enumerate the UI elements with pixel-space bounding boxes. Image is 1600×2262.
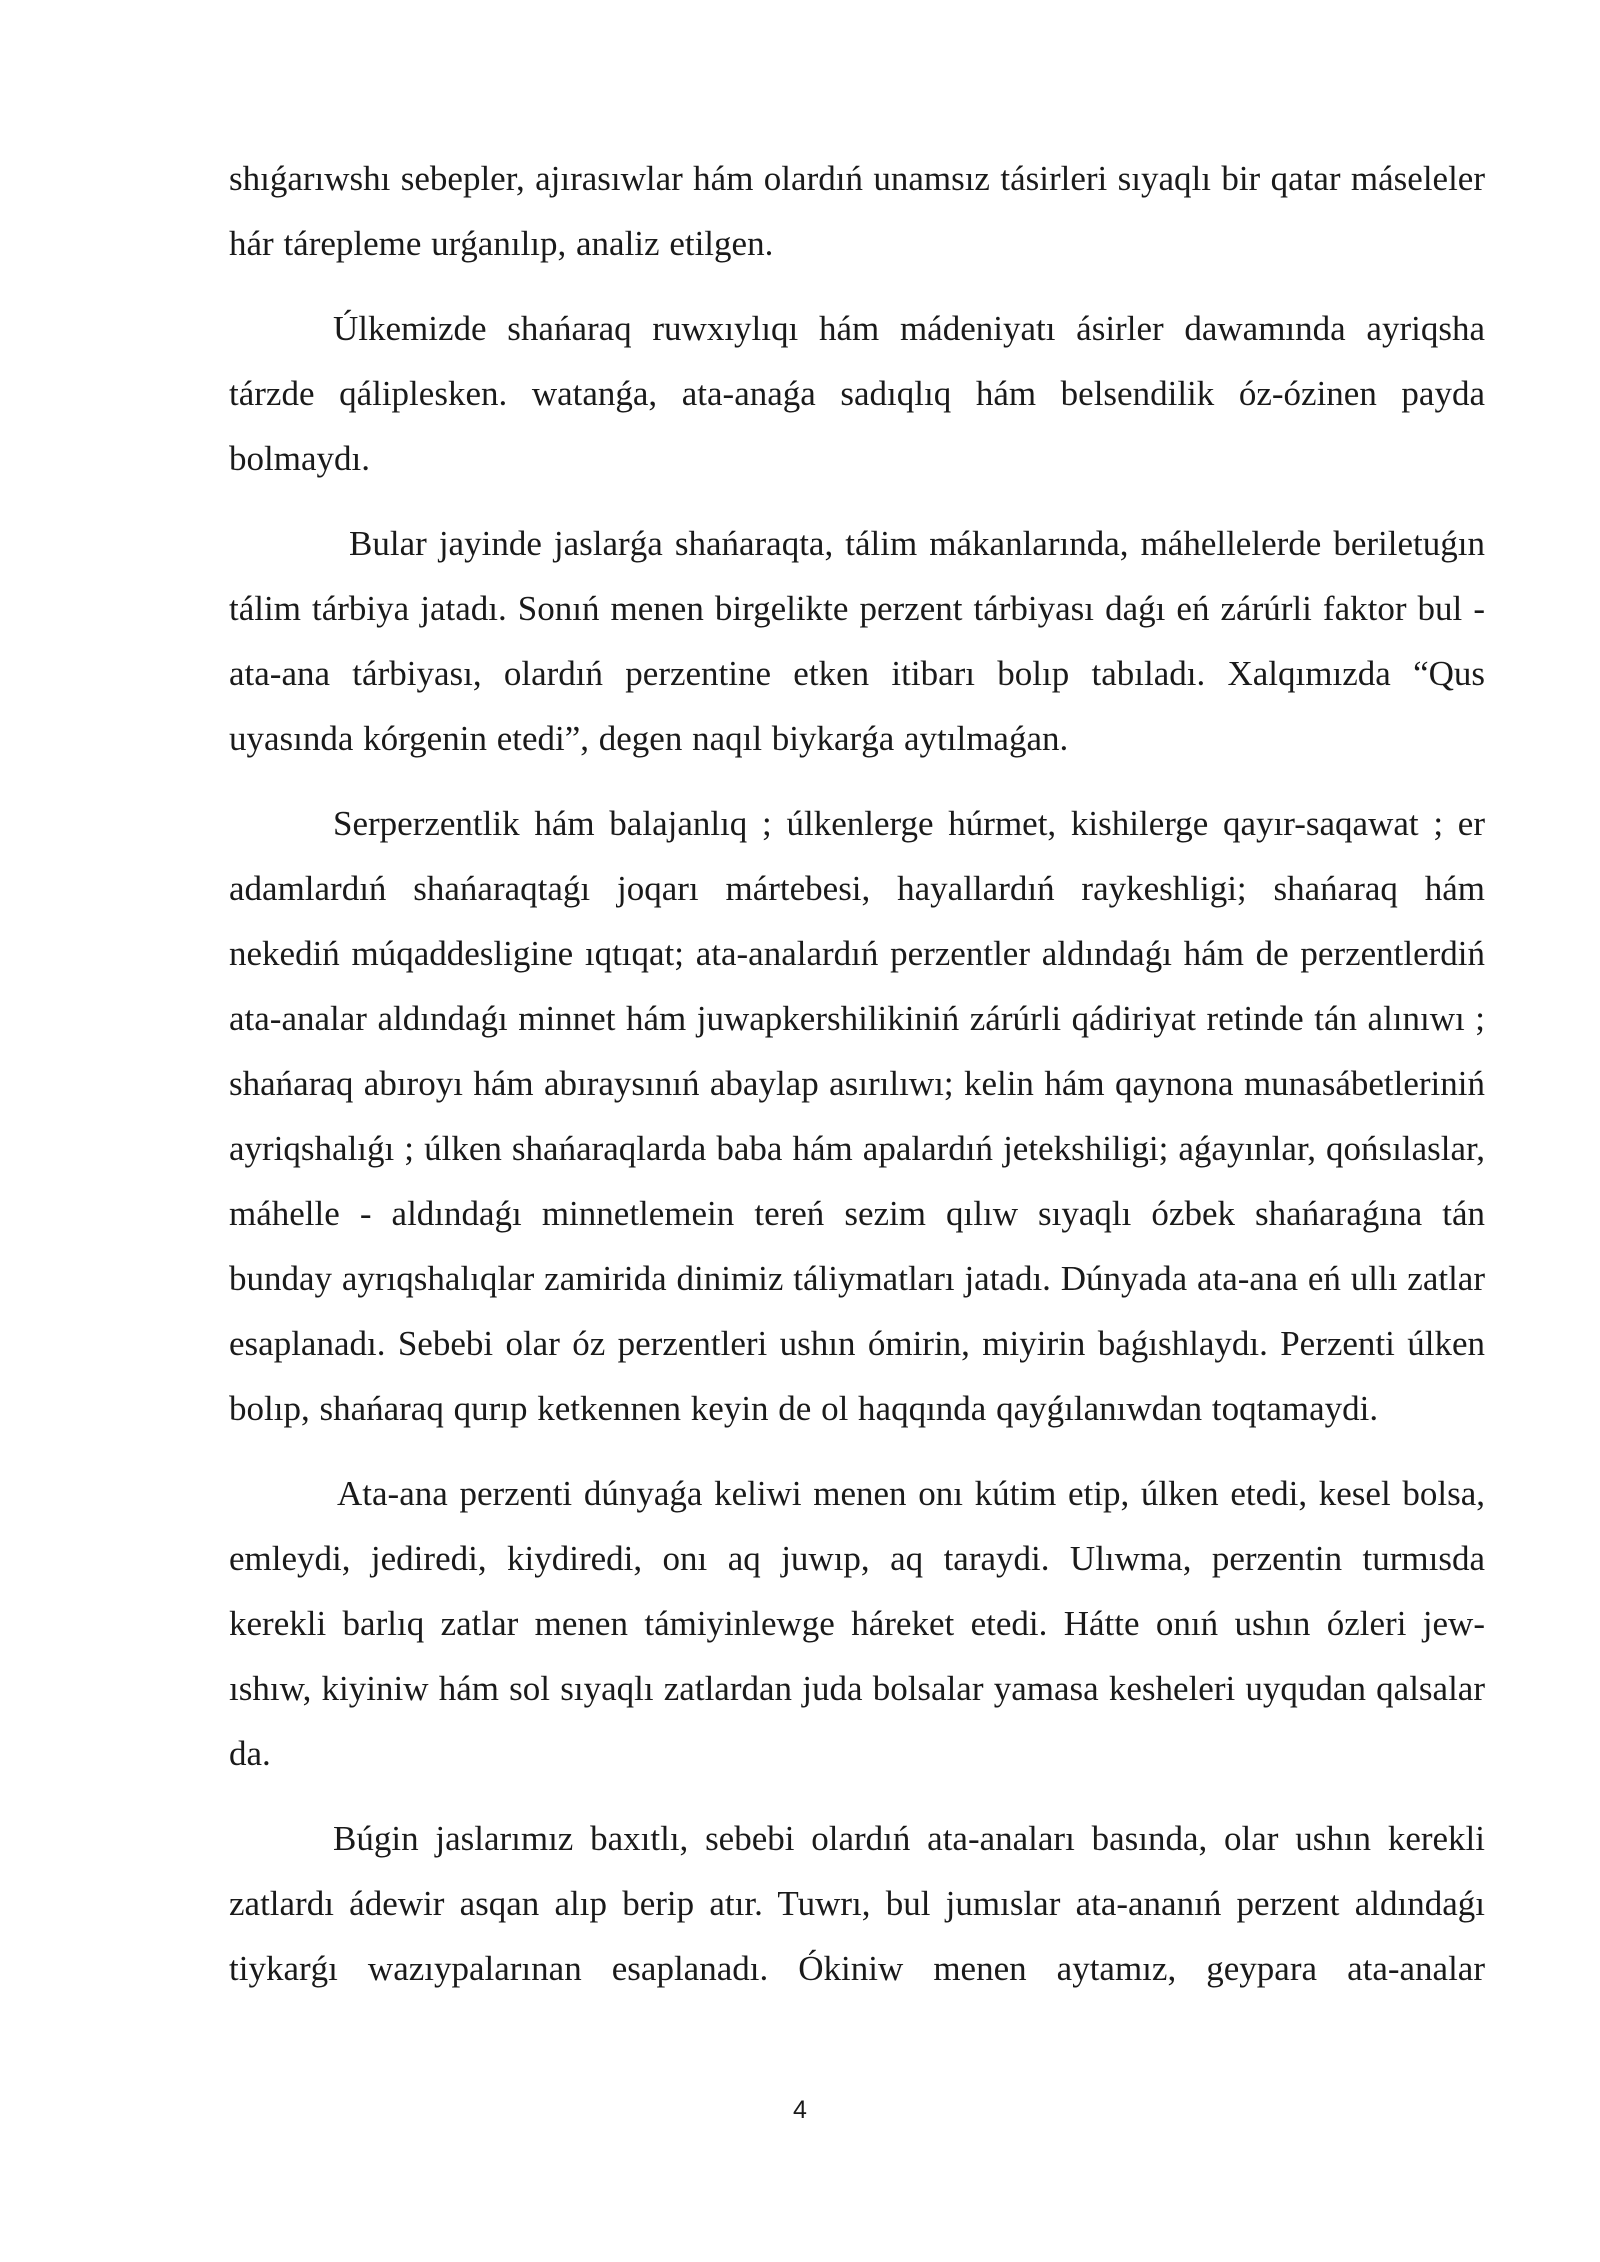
page-number: 4 [793,2096,807,2124]
paragraph-2: Úlkemizde shańaraq ruwxıylıqı hám mádeniyatı ásirler dawamında ayriqsha tárzde qáliplesken. watanǵa, ata-anaǵa sadıqlıq hám belsendilik óz-ózinen payda bolmaydı. [229,309,1485,478]
paragraph-5: Ata-ana perzenti dúnyaǵa keliwi menen onı kútim etip, úlken etedi, kesel bolsa, emleydi, jediredi, kiydiredi, onı aq juwıp, aq taraydi. Ulıwma, perzentin turmısda kerekli barlıq zatlar menen támiyinlewge háreket etedi. Hátte onıń ushın ózleri jew-ıshıw, kiyiniw hám sol sıyaqlı zatlardan juda bolsalar yamasa kesheleri uyqudan qalsalar da. [229,1474,1485,1773]
body-text [229,146,1485,2001]
paragraph-4: Serperzentlik hám balajanlıq ; úlkenlerge húrmet, kishilerge qayır-saqawat ; er adamlardıń shańaraqtaǵı joqarı mártebesi, hayallardıń raykeshligi; shańaraq hám nekediń múqaddesligine ıqtıqat; ata-analardıń perzentler aldındaǵı hám de perzentlerdiń ata-analar aldındaǵı minnet hám juwapkershilikiniń zárúrli qádiriyat retinde tán alınıwı ; shańaraq abıroyı hám abıraysınıń abaylap asırılıwı; kelin hám qaynona munasábetleriniń ayriqshalıǵı ; úlken shańaraqlarda baba hám apalardıń jetekshiligi; aǵayınlar, qońsılaslar, máhelle - aldındaǵı minnetlemein tereń sezim qılıw sıyaqlı ózbek shańaraǵına tán bunday ayrıqshalıqlar zamirida dinimiz táliymatları jatadı. Dúnyada ata-ana eń ullı zatlar esaplanadı. Sebebi olar óz perzentleri ushın ómirin, miyirin baǵıshlaydı. Perzenti úlken bolıp, shańaraq qurıp ketkennen keyin de ol haqqında qayǵılanıwdan toqtamaydi. [229,804,1485,1428]
paragraph-3: Bular jayinde jaslarǵa shańaraqta, tálim mákanlarında, máhellelerde beriletuǵın tálim tárbiya jatadı. Sonıń menen birgelikte perzent tárbiyası daǵı eń zárúrli faktor bul - ata-ana tárbiyası, olardıń perzentine etken itibarı bolıp tabıladı. Xalqımızda “Qus uyasında kórgenin etedi”, degen naqıl biykarǵa aytılmaǵan. [229,524,1485,758]
paragraph-6: Búgin jaslarımız baxıtlı, sebebi olardıń ata-anaları basında, olar ushın kerekli zatlardı ádewir asqan alıp berip atır. Tuwrı, bul jumıslar ata-ananıń perzent aldındaǵı tiykarǵı wazıypalarınan esaplanadı. Ókiniw menen aytamız, geypara ata-analar [229,1819,1485,1988]
paragraph-1: shıǵarıwshı sebepler, ajırasıwlar hám olardıń unamsız tásirleri sıyaqlı bir qatar máseleler hár tárepleme urǵanılıp, analiz etilgen. [229,159,1485,263]
